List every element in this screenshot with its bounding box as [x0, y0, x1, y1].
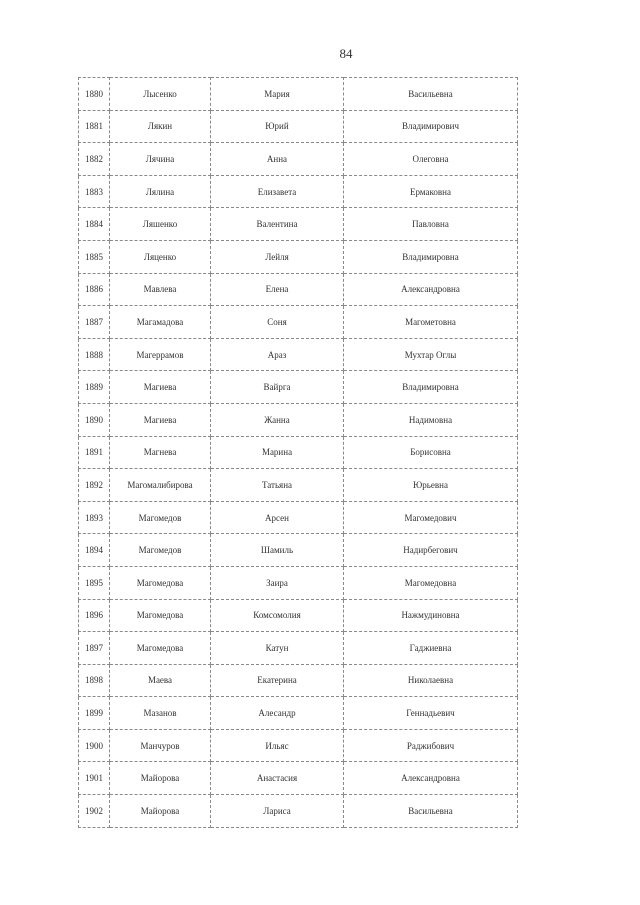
last-name-cell: Магомедова: [110, 632, 211, 665]
patronymic-cell: Геннадьевич: [344, 697, 518, 730]
last-name-cell: Магомедова: [110, 566, 211, 599]
first-name-cell: Лейля: [211, 240, 344, 273]
first-name-cell: Комсомолия: [211, 599, 344, 632]
first-name-cell: Алесандр: [211, 697, 344, 730]
row-number-cell: 1880: [79, 78, 110, 111]
table-row: [79, 469, 518, 502]
row-number-cell: 1898: [79, 664, 110, 697]
first-name-cell: Заира: [211, 566, 344, 599]
last-name-cell: Магомедов: [110, 501, 211, 534]
patronymic-cell: Владимировна: [344, 240, 518, 273]
first-name-cell: Елизавета: [211, 175, 344, 208]
first-name-cell: Шамиль: [211, 534, 344, 567]
first-name-cell: Жанна: [211, 403, 344, 436]
patronymic-cell: Васильевна: [344, 78, 518, 111]
table-row: [79, 729, 518, 762]
first-name-cell: Араз: [211, 338, 344, 371]
row-number-cell: 1900: [79, 729, 110, 762]
last-name-cell: Манчуров: [110, 729, 211, 762]
table-row: [79, 306, 518, 339]
table-row: [79, 795, 518, 828]
table-row: [79, 273, 518, 306]
first-name-cell: Татьяна: [211, 469, 344, 502]
first-name-cell: Екатерина: [211, 664, 344, 697]
row-number-cell: 1891: [79, 436, 110, 469]
last-name-cell: Майорова: [110, 795, 211, 828]
patronymic-cell: Ермаковна: [344, 175, 518, 208]
row-number-cell: 1896: [79, 599, 110, 632]
last-name-cell: Магамадова: [110, 306, 211, 339]
row-number-cell: 1897: [79, 632, 110, 665]
table-row: [79, 175, 518, 208]
patronymic-cell: Олеговна: [344, 143, 518, 176]
table-row: [79, 697, 518, 730]
first-name-cell: Лариса: [211, 795, 344, 828]
first-name-cell: Соня: [211, 306, 344, 339]
row-number-cell: 1901: [79, 762, 110, 795]
row-number-cell: 1883: [79, 175, 110, 208]
last-name-cell: Магиева: [110, 403, 211, 436]
patronymic-cell: Мухтар Оглы: [344, 338, 518, 371]
last-name-cell: Мазанов: [110, 697, 211, 730]
last-name-cell: Лякин: [110, 110, 211, 143]
table-row: [79, 371, 518, 404]
first-name-cell: Марина: [211, 436, 344, 469]
roster-table: [78, 77, 518, 828]
patronymic-cell: Владимировна: [344, 371, 518, 404]
table-row: [79, 501, 518, 534]
patronymic-cell: Владимирович: [344, 110, 518, 143]
last-name-cell: Лячина: [110, 143, 211, 176]
last-name-cell: Лысенко: [110, 78, 211, 111]
table-row: [79, 403, 518, 436]
last-name-cell: Магомедов: [110, 534, 211, 567]
last-name-cell: Маева: [110, 664, 211, 697]
patronymic-cell: Магометовна: [344, 306, 518, 339]
table-row: [79, 436, 518, 469]
table-row: [79, 534, 518, 567]
row-number-cell: 1884: [79, 208, 110, 241]
patronymic-cell: Павловна: [344, 208, 518, 241]
patronymic-cell: Надирбегович: [344, 534, 518, 567]
first-name-cell: Валентина: [211, 208, 344, 241]
patronymic-cell: Магомедовна: [344, 566, 518, 599]
table-row: [79, 664, 518, 697]
row-number-cell: 1881: [79, 110, 110, 143]
patronymic-cell: Александровна: [344, 762, 518, 795]
last-name-cell: Магнева: [110, 436, 211, 469]
patronymic-cell: Магомедович: [344, 501, 518, 534]
table-row: [79, 143, 518, 176]
row-number-cell: 1893: [79, 501, 110, 534]
row-number-cell: 1882: [79, 143, 110, 176]
last-name-cell: Магиева: [110, 371, 211, 404]
patronymic-cell: Юрьевна: [344, 469, 518, 502]
row-number-cell: 1886: [79, 273, 110, 306]
table-row: [79, 240, 518, 273]
patronymic-cell: Борисовна: [344, 436, 518, 469]
row-number-cell: 1888: [79, 338, 110, 371]
patronymic-cell: Нажмудиновна: [344, 599, 518, 632]
last-name-cell: Магомедова: [110, 599, 211, 632]
table-row: [79, 762, 518, 795]
patronymic-cell: Гаджиевна: [344, 632, 518, 665]
first-name-cell: Юрий: [211, 110, 344, 143]
table-row: [79, 632, 518, 665]
table-row: [79, 566, 518, 599]
table-row: [79, 338, 518, 371]
row-number-cell: 1899: [79, 697, 110, 730]
patronymic-cell: Васильевна: [344, 795, 518, 828]
first-name-cell: Катун: [211, 632, 344, 665]
table-row: [79, 78, 518, 111]
last-name-cell: Лялина: [110, 175, 211, 208]
table-row: [79, 208, 518, 241]
row-number-cell: 1895: [79, 566, 110, 599]
first-name-cell: Мария: [211, 78, 344, 111]
first-name-cell: Ильяс: [211, 729, 344, 762]
first-name-cell: Арсен: [211, 501, 344, 534]
patronymic-cell: Надимовна: [344, 403, 518, 436]
last-name-cell: Магомалибирова: [110, 469, 211, 502]
row-number-cell: 1892: [79, 469, 110, 502]
last-name-cell: Магеррамов: [110, 338, 211, 371]
row-number-cell: 1902: [79, 795, 110, 828]
table-row: [79, 110, 518, 143]
last-name-cell: Майорова: [110, 762, 211, 795]
page-number: 84: [339, 46, 353, 61]
row-number-cell: 1885: [79, 240, 110, 273]
first-name-cell: Анна: [211, 143, 344, 176]
last-name-cell: Ляценко: [110, 240, 211, 273]
first-name-cell: Анастасия: [211, 762, 344, 795]
first-name-cell: Елена: [211, 273, 344, 306]
patronymic-cell: Раджибович: [344, 729, 518, 762]
row-number-cell: 1889: [79, 371, 110, 404]
row-number-cell: 1887: [79, 306, 110, 339]
patronymic-cell: Николаевна: [344, 664, 518, 697]
row-number-cell: 1890: [79, 403, 110, 436]
row-number-cell: 1894: [79, 534, 110, 567]
last-name-cell: Мавлева: [110, 273, 211, 306]
roster-table-body: [79, 78, 518, 828]
table-row: [79, 599, 518, 632]
last-name-cell: Ляшенко: [110, 208, 211, 241]
first-name-cell: Вайрга: [211, 371, 344, 404]
patronymic-cell: Александровна: [344, 273, 518, 306]
